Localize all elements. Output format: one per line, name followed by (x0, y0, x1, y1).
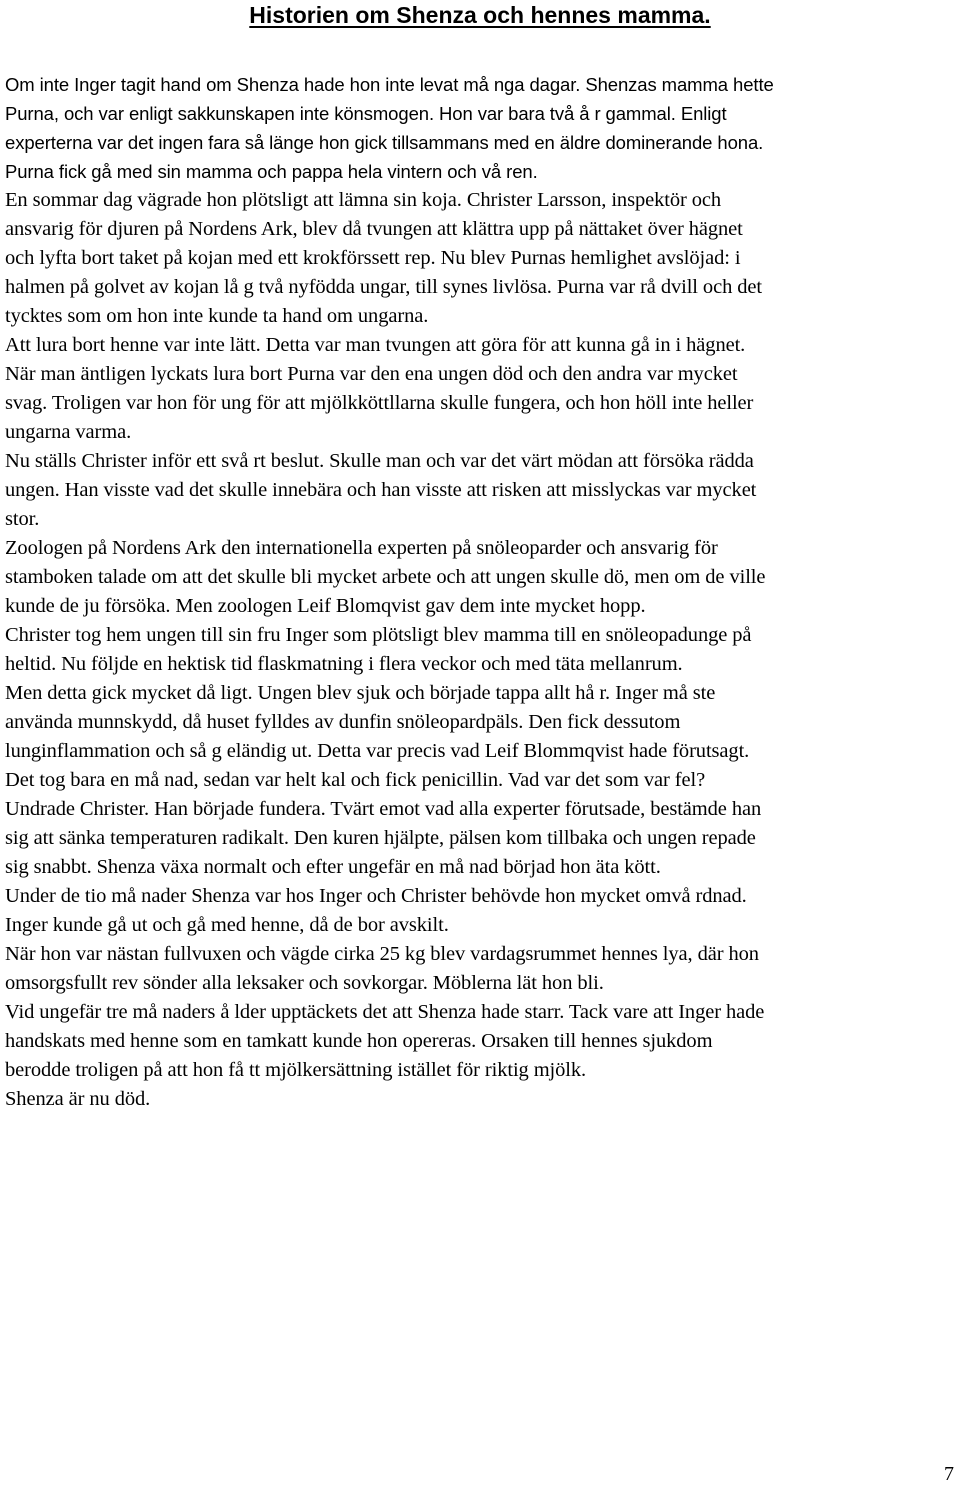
text-line: berodde troligen på att hon få tt mjölkersättning istället för riktig mjölk. (5, 1059, 587, 1081)
text-line: Om inte Inger tagit hand om Shenza hade hon inte levat må nga dagar. Shenzas mamma hette (5, 74, 774, 95)
page-title: Historien om Shenza och hennes mamma. (249, 2, 711, 28)
text-line: stor. (5, 508, 40, 530)
text-line: Att lura bort henne var inte lätt. Detta var man tvungen att göra för att kunna gå in i hägnet. (5, 334, 746, 356)
text-line: sig att sänka temperaturen radikalt. Den kuren hjälpte, pälsen kom tillbaka och ungen repade (5, 827, 756, 849)
text-line: Under de tio må nader Shenza var hos Inger och Christer behövde hon mycket omvå rdnad. (5, 885, 747, 907)
text-line: Zoologen på Nordens Ark den internationella experten på snöleoparder och ansvarig för (5, 537, 718, 559)
text-line: experterna var det ingen fara så länge hon gick tillsammans med en äldre dominerande hona. (5, 132, 764, 153)
body-text (5, 70, 955, 1114)
text-line: svag. Troligen var hon för ung för att mjölkköttllarna skulle fungera, och hon höll inte heller (5, 392, 754, 414)
text-line: handskats med henne som en tamkatt kunde hon opereras. Orsaken till hennes sjukdom (5, 1030, 713, 1052)
text-line: Vid ungefär tre må naders å lder upptäckets det att Shenza hade starr. Tack vare att Inger hade (5, 1001, 765, 1023)
text-line: ansvarig för djuren på Nordens Ark, blev då tvungen att klättra upp på nättaket över hägnet (5, 218, 743, 240)
text-line: halmen på golvet av kojan lå g två nyfödda ungar, till synes livlösa. Purna var rå dvill och det (5, 276, 762, 298)
text-line: Det tog bara en må nad, sedan var helt kal och fick penicillin. Vad var det som var fel? (5, 769, 706, 791)
text-line: och lyfta bort taket på kojan med ett krokförssett rep. Nu blev Purnas hemlighet avslöjad: i (5, 247, 741, 269)
text-line: ungarna varma. (5, 421, 132, 443)
text-line: omsorgsfullt rev sönder alla leksaker och sovkorgar. Möblerna lät hon bli. (5, 972, 604, 994)
page-number: 7 (944, 1463, 954, 1485)
text-line: ungen. Han visste vad det skulle innebära och han visste att risken att misslyckas var mycket (5, 479, 757, 501)
text-line: lunginflammation och så g eländig ut. Detta var precis vad Leif Blommqvist hade förutsagt. (5, 740, 750, 762)
text-line: Nu ställs Christer inför ett svå rt beslut. Skulle man och var det värt mödan att försöka rädda (5, 450, 754, 472)
text-line: använda munnskydd, då huset fylldes av dunfin snöleopardpäls. Den fick dessutom (5, 711, 681, 733)
text-line: stamboken talade om att det skulle bli mycket arbete och att ungen skulle dö, men om de ville (5, 566, 766, 588)
text-line: En sommar dag vägrade hon plötsligt att lämna sin koja. Christer Larsson, inspektör och (5, 189, 722, 211)
text-line: När man äntligen lyckats lura bort Purna var den ena ungen död och den andra var mycket (5, 363, 738, 385)
text-line: Undrade Christer. Han började fundera. Tvärt emot vad alla experter förutsade, bestämde han (5, 798, 762, 820)
text-line: Inger kunde gå ut och gå med henne, då de bor avskilt. (5, 914, 449, 936)
text-line: Purna fick gå med sin mamma och pappa hela vintern och vå ren. (5, 161, 538, 182)
text-line: Men detta gick mycket då ligt. Ungen blev sjuk och började tappa allt hå r. Inger må ste (5, 682, 716, 704)
text-line: Purna, och var enligt sakkunskapen inte könsmogen. Hon var bara två å r gammal. Enligt (5, 103, 727, 124)
text-line: kunde de ju försöka. Men zoologen Leif Blomqvist gav dem inte mycket hopp. (5, 595, 646, 617)
text-line: När hon var nästan fullvuxen och vägde cirka 25 kg blev vardagsrummet hennes lya, där hon (5, 943, 759, 965)
text-line: Christer tog hem ungen till sin fru Inger som plötsligt blev mamma till en snöleopadunge på (5, 624, 752, 646)
text-line: tycktes som om hon inte kunde ta hand om ungarna. (5, 305, 429, 327)
text-line: Shenza är nu död. (5, 1088, 151, 1110)
text-line: sig snabbt. Shenza växa normalt och efter ungefär en må nad börjad hon äta kött. (5, 856, 661, 878)
text-line: heltid. Nu följde en hektisk tid flaskmatning i flera veckor och med täta mellanrum. (5, 653, 683, 675)
